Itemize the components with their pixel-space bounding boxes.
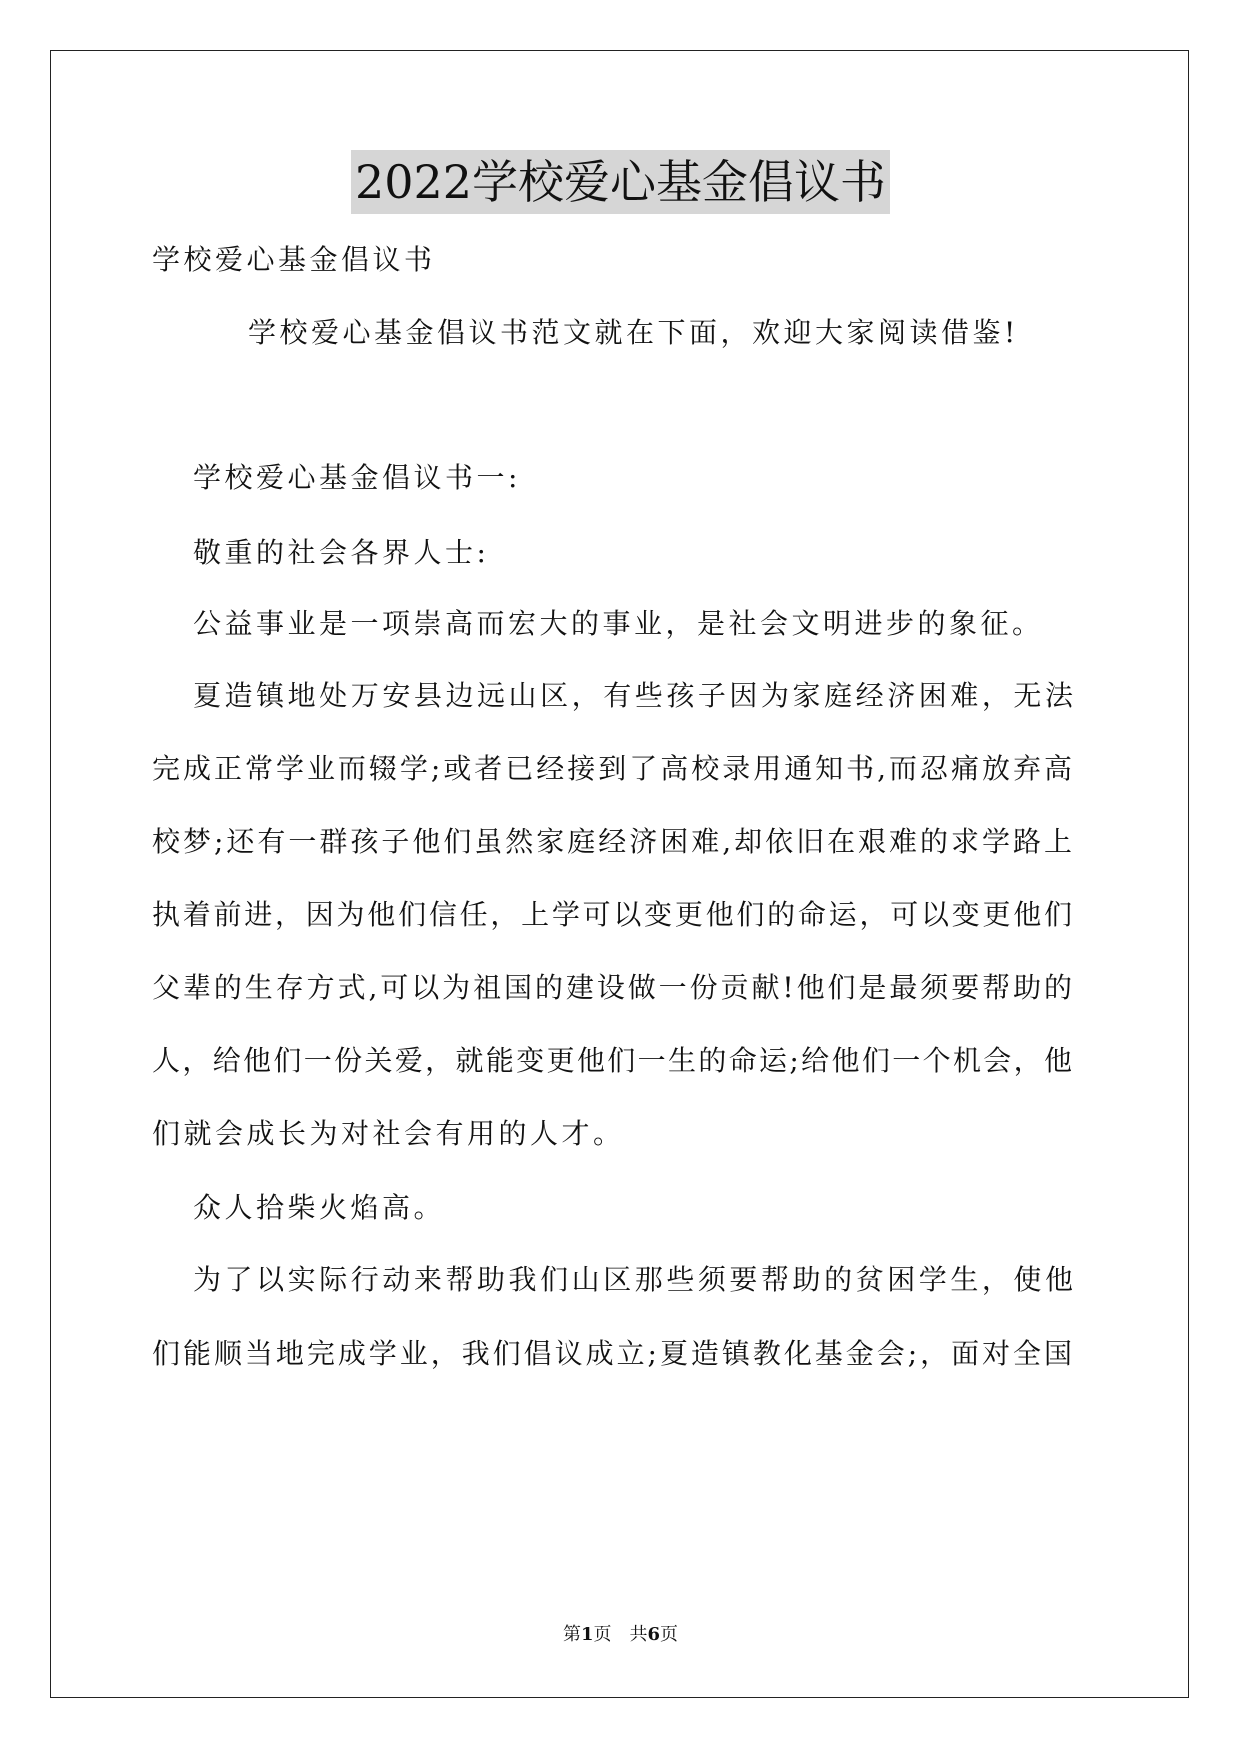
body-line-11: 们能顺当地完成学业，我们倡议成立;夏造镇教化基金会;，面对全国 [152,1337,1072,1370]
document-title: 2022学校爱心基金倡议书 [351,150,890,214]
footer-page-total: 6 [647,1624,661,1645]
body-line-2: 夏造镇地处万安县边远山区，有些孩子因为家庭经济困难，无法 [193,679,1073,712]
footer-page-mid: 页 共 [593,1624,648,1645]
body-line-10: 为了以实际行动来帮助我们山区那些须要帮助的贫困学生，使他 [193,1263,1073,1296]
body-line-1: 公益事业是一项崇高而宏大的事业，是社会文明进步的象征。 [193,607,1044,640]
footer-page-prefix: 第 [562,1624,581,1645]
body-line-7: 人，给他们一份关爱，就能变更他们一生的命运;给他们一个机会，他 [152,1044,1072,1077]
body-line-5: 执着前进，因为他们信任，上学可以变更他们的命运，可以变更他们 [152,898,1072,931]
page-border [50,50,1189,1698]
page-footer [0,1623,1241,1647]
body-line-3: 完成正常学业而辍学;或者已经接到了高校录用通知书,而忍痛放弃高 [152,752,1072,785]
body-line-8: 们就会成长为对社会有用的人才。 [152,1117,625,1150]
body-line-9: 众人拾柴火焰高。 [193,1191,446,1224]
intro-paragraph: 学校爱心基金倡议书范文就在下面，欢迎大家阅读借鉴! [248,316,1019,349]
title-container [0,150,1241,214]
body-line-4: 校梦;还有一群孩子他们虽然家庭经济困难,却依旧在艰难的求学路上 [152,825,1072,858]
document-subtitle: 学校爱心基金倡议书 [152,243,436,276]
salutation: 敬重的社会各界人士: [193,536,490,569]
body-line-6: 父辈的生存方式,可以为祖国的建设做一份贡献!他们是最须要帮助的 [152,971,1072,1004]
section-heading: 学校爱心基金倡议书一: [193,461,521,494]
footer-page-suffix: 页 [660,1624,679,1645]
footer-page-current: 1 [580,1624,594,1645]
